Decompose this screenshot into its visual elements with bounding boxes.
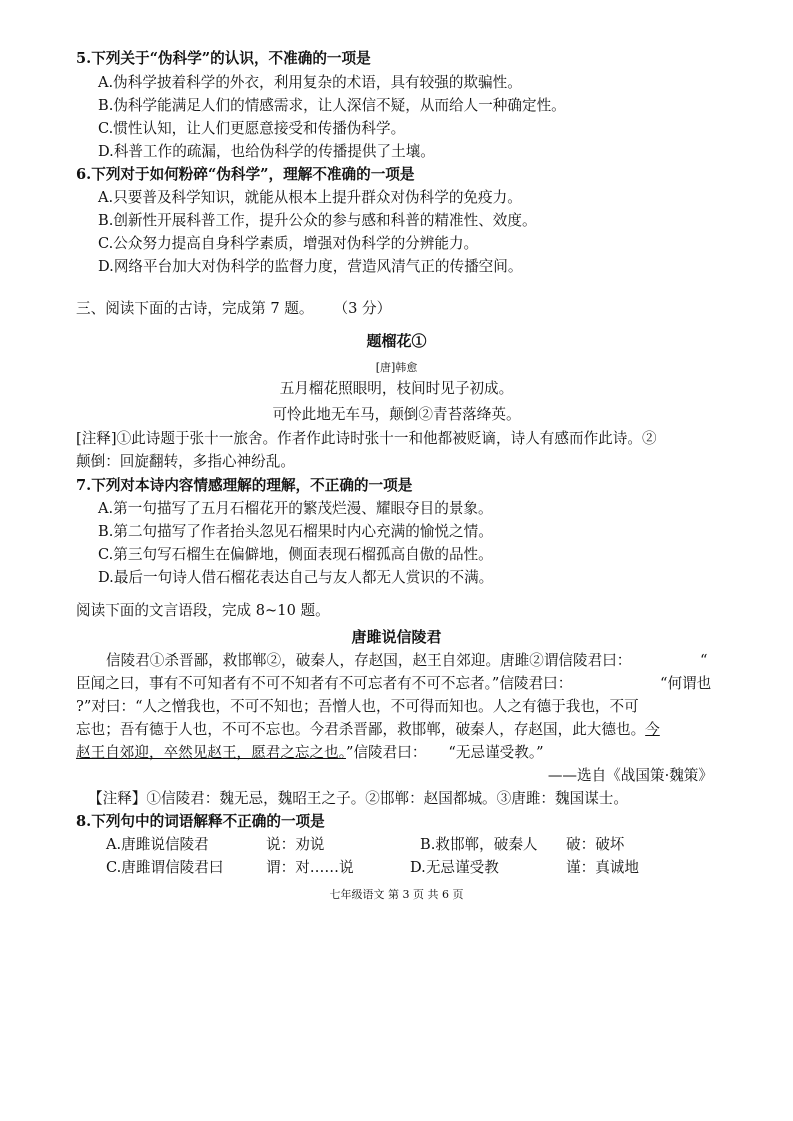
q6-option-d: D.网络平台加大对伪科学的监督力度，营造风清气正的传播空间。 — [98, 258, 523, 275]
classical-note: 【注释】①信陵君：魏无忌，魏昭王之子。②邯郸：赵国都城。③唐雎：魏国谋士。 — [88, 790, 628, 807]
classical-line-5 — [76, 743, 544, 763]
poem-note-line-2: 颠倒：回旋翻转，多指心神纷乱。 — [76, 453, 295, 470]
section-3-score: （3 分） — [333, 300, 392, 317]
q7-stem: 7.下列对本诗内容情感理解的理解，不正确的一项是 — [76, 477, 413, 494]
classical-underlined-start: 今 — [645, 721, 660, 738]
q8-option-b-phrase: B.救邯郸，破秦人 — [420, 836, 538, 853]
classical-line-1 — [106, 651, 631, 671]
q8-option-d-gloss: 谨：真诚地 — [566, 859, 639, 876]
classical-line-4 — [76, 720, 660, 740]
classical-intro: 阅读下面的文言语段，完成 8~10 题。 — [76, 602, 330, 619]
poem-line-1: 五月榴花照眼明，枝间时见子初成。 — [279, 380, 514, 397]
classical-title: 唐雎说信陵君 — [351, 628, 442, 646]
classical-underlined-sentence: 赵王自郊迎，卒然见赵王，愿君之忘之也。 — [76, 744, 346, 761]
poem-line-2: 可怜此地无车马，颠倒②青苔落绛英。 — [272, 406, 521, 423]
q6-option-c: C.公众努力提高自身科学素质，增强对伪科学的分辨能力。 — [98, 235, 479, 252]
q7-option-c: C.第三句写石榴生在偏僻地，侧面表现石榴孤高自傲的品性。 — [98, 546, 493, 563]
classical-line-1-quote: “ — [700, 652, 708, 669]
section-3-heading-text: 三、阅读下面的古诗，完成第 7 题。 — [76, 300, 314, 317]
q7-option-a: A.第一句描写了五月石榴花开的繁茂烂漫、耀眼夺目的景象。 — [98, 500, 493, 517]
q6-stem: 6.下列对于如何粉碎“伪科学”，理解不准确的一项是 — [76, 166, 415, 183]
classical-line-3: ?”对曰：“人之憎我也，不可不知也；吾憎人也，不可得而知也。人之有德于我也，不可 — [76, 698, 639, 715]
q8-stem: 8.下列句中的词语解释不正确的一项是 — [76, 813, 325, 830]
poem-author: [唐]韩愈 — [375, 361, 418, 374]
classical-line-5-quote: “无忌谨受教。” — [448, 744, 544, 761]
q8-option-c-phrase: C.唐雎谓信陵君曰 — [106, 859, 224, 876]
q5-option-a: A.伪科学披着科学的外衣，利用复杂的术语，具有较强的欺骗性。 — [98, 74, 522, 91]
classical-line-5-rest: ”信陵君曰： — [345, 744, 427, 761]
q5-option-c: C.惯性认知，让人们更愿意接受和传播伪科学。 — [98, 120, 406, 137]
q6-option-b: B.创新性开展科普工作，提升公众的参与感和科普的精准性、效度。 — [98, 212, 537, 229]
q5-option-d: D.科普工作的疏漏，也给伪科学的传播提供了土壤。 — [98, 143, 435, 160]
q7-option-b: B.第二句描写了作者抬头忽见石榴果时内心充满的愉悦之情。 — [98, 523, 493, 540]
q8-option-a-gloss: 说：劝说 — [266, 836, 325, 853]
q7-option-d: D.最后一句诗人借石榴花表达自己与友人都无人赏识的不满。 — [98, 569, 494, 586]
page-footer: 七年级语文 第 3 页 共 6 页 — [329, 888, 464, 901]
q5-option-b: B.伪科学能满足人们的情感需求，让人深信不疑，从而给人一种确定性。 — [98, 97, 566, 114]
poem-note-line-1: [注释]①此诗题于张十一旅舍。作者作此诗时张十一和他都被贬谪，诗人有感而作此诗。② — [76, 430, 657, 447]
classical-source: ——选自《战国策·魏策》 — [547, 767, 713, 784]
classical-line-1-text: 信陵君①杀晋鄙，救邯郸②，破秦人，存赵国，赵王自郊迎。唐雎②谓信陵君曰： — [106, 652, 632, 669]
classical-line-2-end: “何谓也 — [660, 675, 712, 692]
q8-option-b-gloss: 破：破坏 — [566, 836, 625, 853]
poem-title: 题榴花① — [366, 332, 427, 350]
q6-option-a: A.只要普及科学知识，就能从根本上提升群众对伪科学的免疫力。 — [98, 189, 522, 206]
q8-option-a-phrase: A.唐雎说信陵君 — [106, 836, 209, 853]
q8-option-d-phrase: D.无忌谨受教 — [410, 859, 499, 876]
q5-stem: 5.下列关于“伪科学”的认识，不准确的一项是 — [76, 50, 371, 67]
classical-line-4-text: 忘也；吾有德于人也，不可不忘也。今君杀晋鄙，救邯郸，破秦人，存赵国，此大德也。 — [76, 721, 646, 738]
section-3-heading — [76, 299, 391, 319]
classical-line-2: 臣闻之曰，事有不可知者有不可不知者有不可忘者有不可不忘者。”信陵君曰： — [76, 675, 573, 692]
q8-option-c-gloss: 谓：对……说 — [266, 859, 354, 876]
